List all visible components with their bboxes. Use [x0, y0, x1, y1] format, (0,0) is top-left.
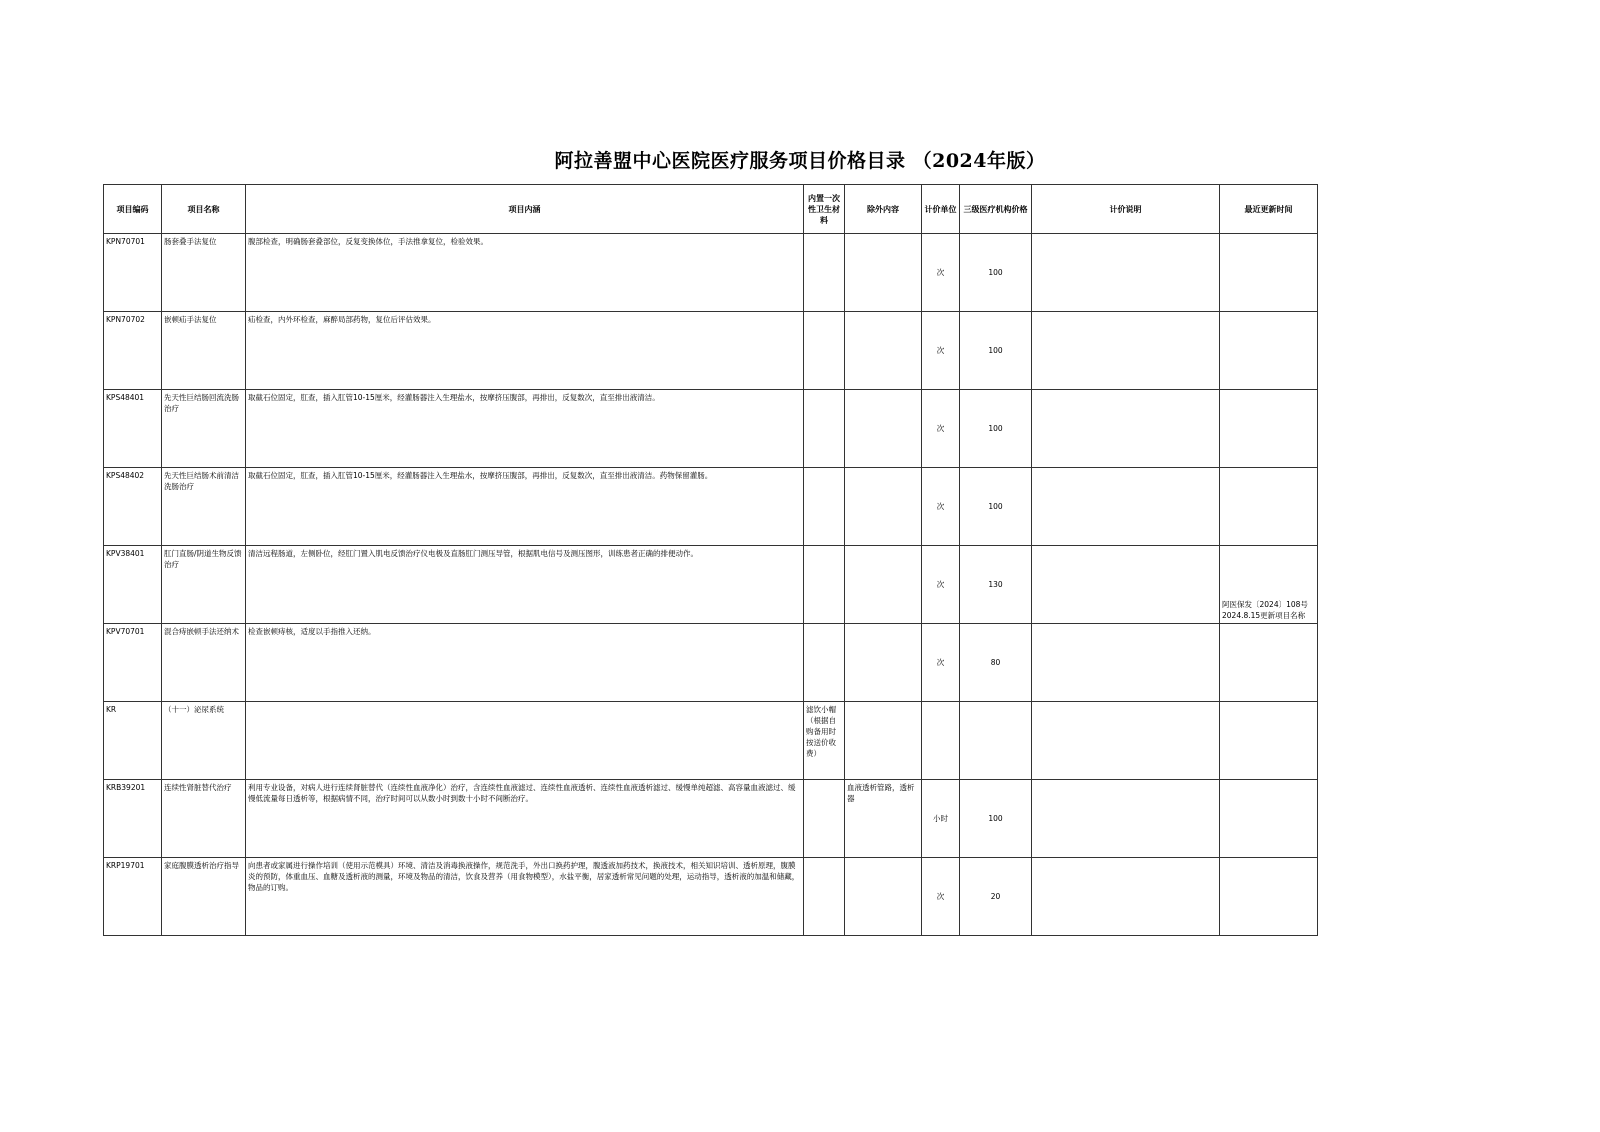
cell-content: [246, 702, 804, 780]
cell-unit: 次: [922, 858, 960, 936]
cell-materials: [804, 780, 845, 858]
cell-updated: [1220, 858, 1318, 936]
cell-exclusions: [845, 390, 922, 468]
cell-updated: 阿医保发〔2024〕108号 2024.8.15更新项目名称: [1220, 546, 1318, 624]
cell-exclusions: [845, 546, 922, 624]
cell-name: 混合痔嵌顿手法还纳术: [162, 624, 246, 702]
cell-materials: [804, 624, 845, 702]
price-table: [103, 184, 1318, 936]
cell-exclusions: [845, 858, 922, 936]
cell-updated: [1220, 390, 1318, 468]
cell-code: KPN70701: [104, 234, 162, 312]
cell-notes: [1032, 702, 1220, 780]
header-materials: 内置一次性卫生材料: [804, 185, 845, 234]
cell-content: 利用专业设备，对病人进行连续肾脏替代（连续性血液净化）治疗，含连续性血液滤过、连续性血液透析、连续性血液透析滤过、缓慢单纯超滤、高容量血液滤过、缓慢低流量每日透析等，根据病情不同，治疗时间可以从数小时到数十小时不间断治疗。: [246, 780, 804, 858]
table-row: [104, 390, 1318, 468]
cell-content: 取截石位固定，肛查，插入肛管10-15厘米，经灌肠器注入生理盐水，按摩挤压腹部，再排出，反复数次，直至排出液清洁。: [246, 390, 804, 468]
cell-updated: [1220, 312, 1318, 390]
cell-notes: [1032, 858, 1220, 936]
cell-price: 100: [960, 312, 1032, 390]
cell-exclusions: [845, 312, 922, 390]
table-row: [104, 468, 1318, 546]
cell-materials: 滤饮小帽（根据自购备用时按送价收费）: [804, 702, 845, 780]
cell-materials: [804, 858, 845, 936]
cell-notes: [1032, 468, 1220, 546]
header-code: 项目编码: [104, 185, 162, 234]
header-price: 三级医疗机构价格: [960, 185, 1032, 234]
header-exclusions: 除外内容: [845, 185, 922, 234]
cell-code: KPN70702: [104, 312, 162, 390]
cell-unit: 次: [922, 546, 960, 624]
header-name: 项目名称: [162, 185, 246, 234]
cell-code: KPV38401: [104, 546, 162, 624]
cell-name: 连续性肾脏替代治疗: [162, 780, 246, 858]
cell-price: 100: [960, 234, 1032, 312]
cell-price: 100: [960, 390, 1032, 468]
cell-notes: [1032, 234, 1220, 312]
table-row: [104, 234, 1318, 312]
cell-unit: 次: [922, 390, 960, 468]
cell-materials: [804, 546, 845, 624]
cell-unit: [922, 702, 960, 780]
cell-materials: [804, 234, 845, 312]
cell-materials: [804, 390, 845, 468]
table-row: [104, 858, 1318, 936]
cell-notes: [1032, 546, 1220, 624]
cell-price: 80: [960, 624, 1032, 702]
document-title: 阿拉善盟中心医院医疗服务项目价格目录 （2024年版）: [554, 150, 1046, 172]
cell-notes: [1032, 312, 1220, 390]
cell-price: [960, 702, 1032, 780]
table-row: [104, 624, 1318, 702]
cell-updated: [1220, 624, 1318, 702]
cell-name: 先天性巨结肠术前清洁洗肠治疗: [162, 468, 246, 546]
cell-updated: [1220, 702, 1318, 780]
table-row: [104, 780, 1318, 858]
table-row: [104, 702, 1318, 780]
cell-exclusions: 血液透析管路，透析器: [845, 780, 922, 858]
cell-notes: [1032, 780, 1220, 858]
cell-unit: 次: [922, 624, 960, 702]
cell-content: 腹部检查，明确肠套叠部位，反复变换体位，手法推拿复位，检验效果。: [246, 234, 804, 312]
cell-content: 向患者或家属进行操作培训（使用示范模具）环境、清洁及消毒换液操作，规范洗手，外出口换药护理，腹透液加药技术，换液技术，相关知识培训、透析原理，腹膜炎的预防，体重血压、血糖及透析液的测量，环境及物品的清洁，饮食及营养（用食物模型），水盐平衡，居家透析常见问题的处理，运动指导，透析液的加温和储藏，物品的订购。: [246, 858, 804, 936]
cell-exclusions: [845, 702, 922, 780]
header-unit: 计价单位: [922, 185, 960, 234]
cell-unit: 次: [922, 468, 960, 546]
cell-name: 嵌顿疝手法复位: [162, 312, 246, 390]
cell-exclusions: [845, 624, 922, 702]
cell-content: 清洁远程肠道，左侧卧位，经肛门置入肌电反馈治疗仪电极及直肠肛门测压导管，根据肌电信号及测压图形，训练患者正确的排便动作。: [246, 546, 804, 624]
cell-unit: 次: [922, 312, 960, 390]
cell-name: （十一）泌尿系统: [162, 702, 246, 780]
cell-code: KRB39201: [104, 780, 162, 858]
table-row: [104, 312, 1318, 390]
cell-notes: [1032, 390, 1220, 468]
cell-unit: 小时: [922, 780, 960, 858]
cell-code: KRP19701: [104, 858, 162, 936]
cell-exclusions: [845, 468, 922, 546]
cell-code: KPV70701: [104, 624, 162, 702]
cell-price: 20: [960, 858, 1032, 936]
cell-unit: 次: [922, 234, 960, 312]
header-notes: 计价说明: [1032, 185, 1220, 234]
cell-name: 先天性巨结肠回流洗肠治疗: [162, 390, 246, 468]
cell-code: KR: [104, 702, 162, 780]
cell-updated: [1220, 234, 1318, 312]
cell-name: 肛门直肠/阴道生物反馈治疗: [162, 546, 246, 624]
cell-code: KPS48402: [104, 468, 162, 546]
cell-content: 取截石位固定，肛查，插入肛管10-15厘米，经灌肠器注入生理盐水，按摩挤压腹部，再排出，反复数次，直至排出液清洁。药物保留灌肠。: [246, 468, 804, 546]
cell-content: 检查嵌顿痔核，适度以手指推入还纳。: [246, 624, 804, 702]
cell-name: 家庭腹膜透析治疗指导: [162, 858, 246, 936]
cell-name: 肠套叠手法复位: [162, 234, 246, 312]
header-content: 项目内涵: [246, 185, 804, 234]
cell-price: 130: [960, 546, 1032, 624]
cell-updated: [1220, 780, 1318, 858]
table-header-row: [104, 185, 1318, 234]
cell-materials: [804, 312, 845, 390]
cell-content: 疝检查，内外环检查，麻醉局部药物，复位后评估效果。: [246, 312, 804, 390]
cell-updated: [1220, 468, 1318, 546]
cell-price: 100: [960, 468, 1032, 546]
cell-notes: [1032, 624, 1220, 702]
table-row: [104, 546, 1318, 624]
cell-exclusions: [845, 234, 922, 312]
cell-price: 100: [960, 780, 1032, 858]
cell-code: KPS48401: [104, 390, 162, 468]
cell-materials: [804, 468, 845, 546]
header-updated: 最近更新时间: [1220, 185, 1318, 234]
